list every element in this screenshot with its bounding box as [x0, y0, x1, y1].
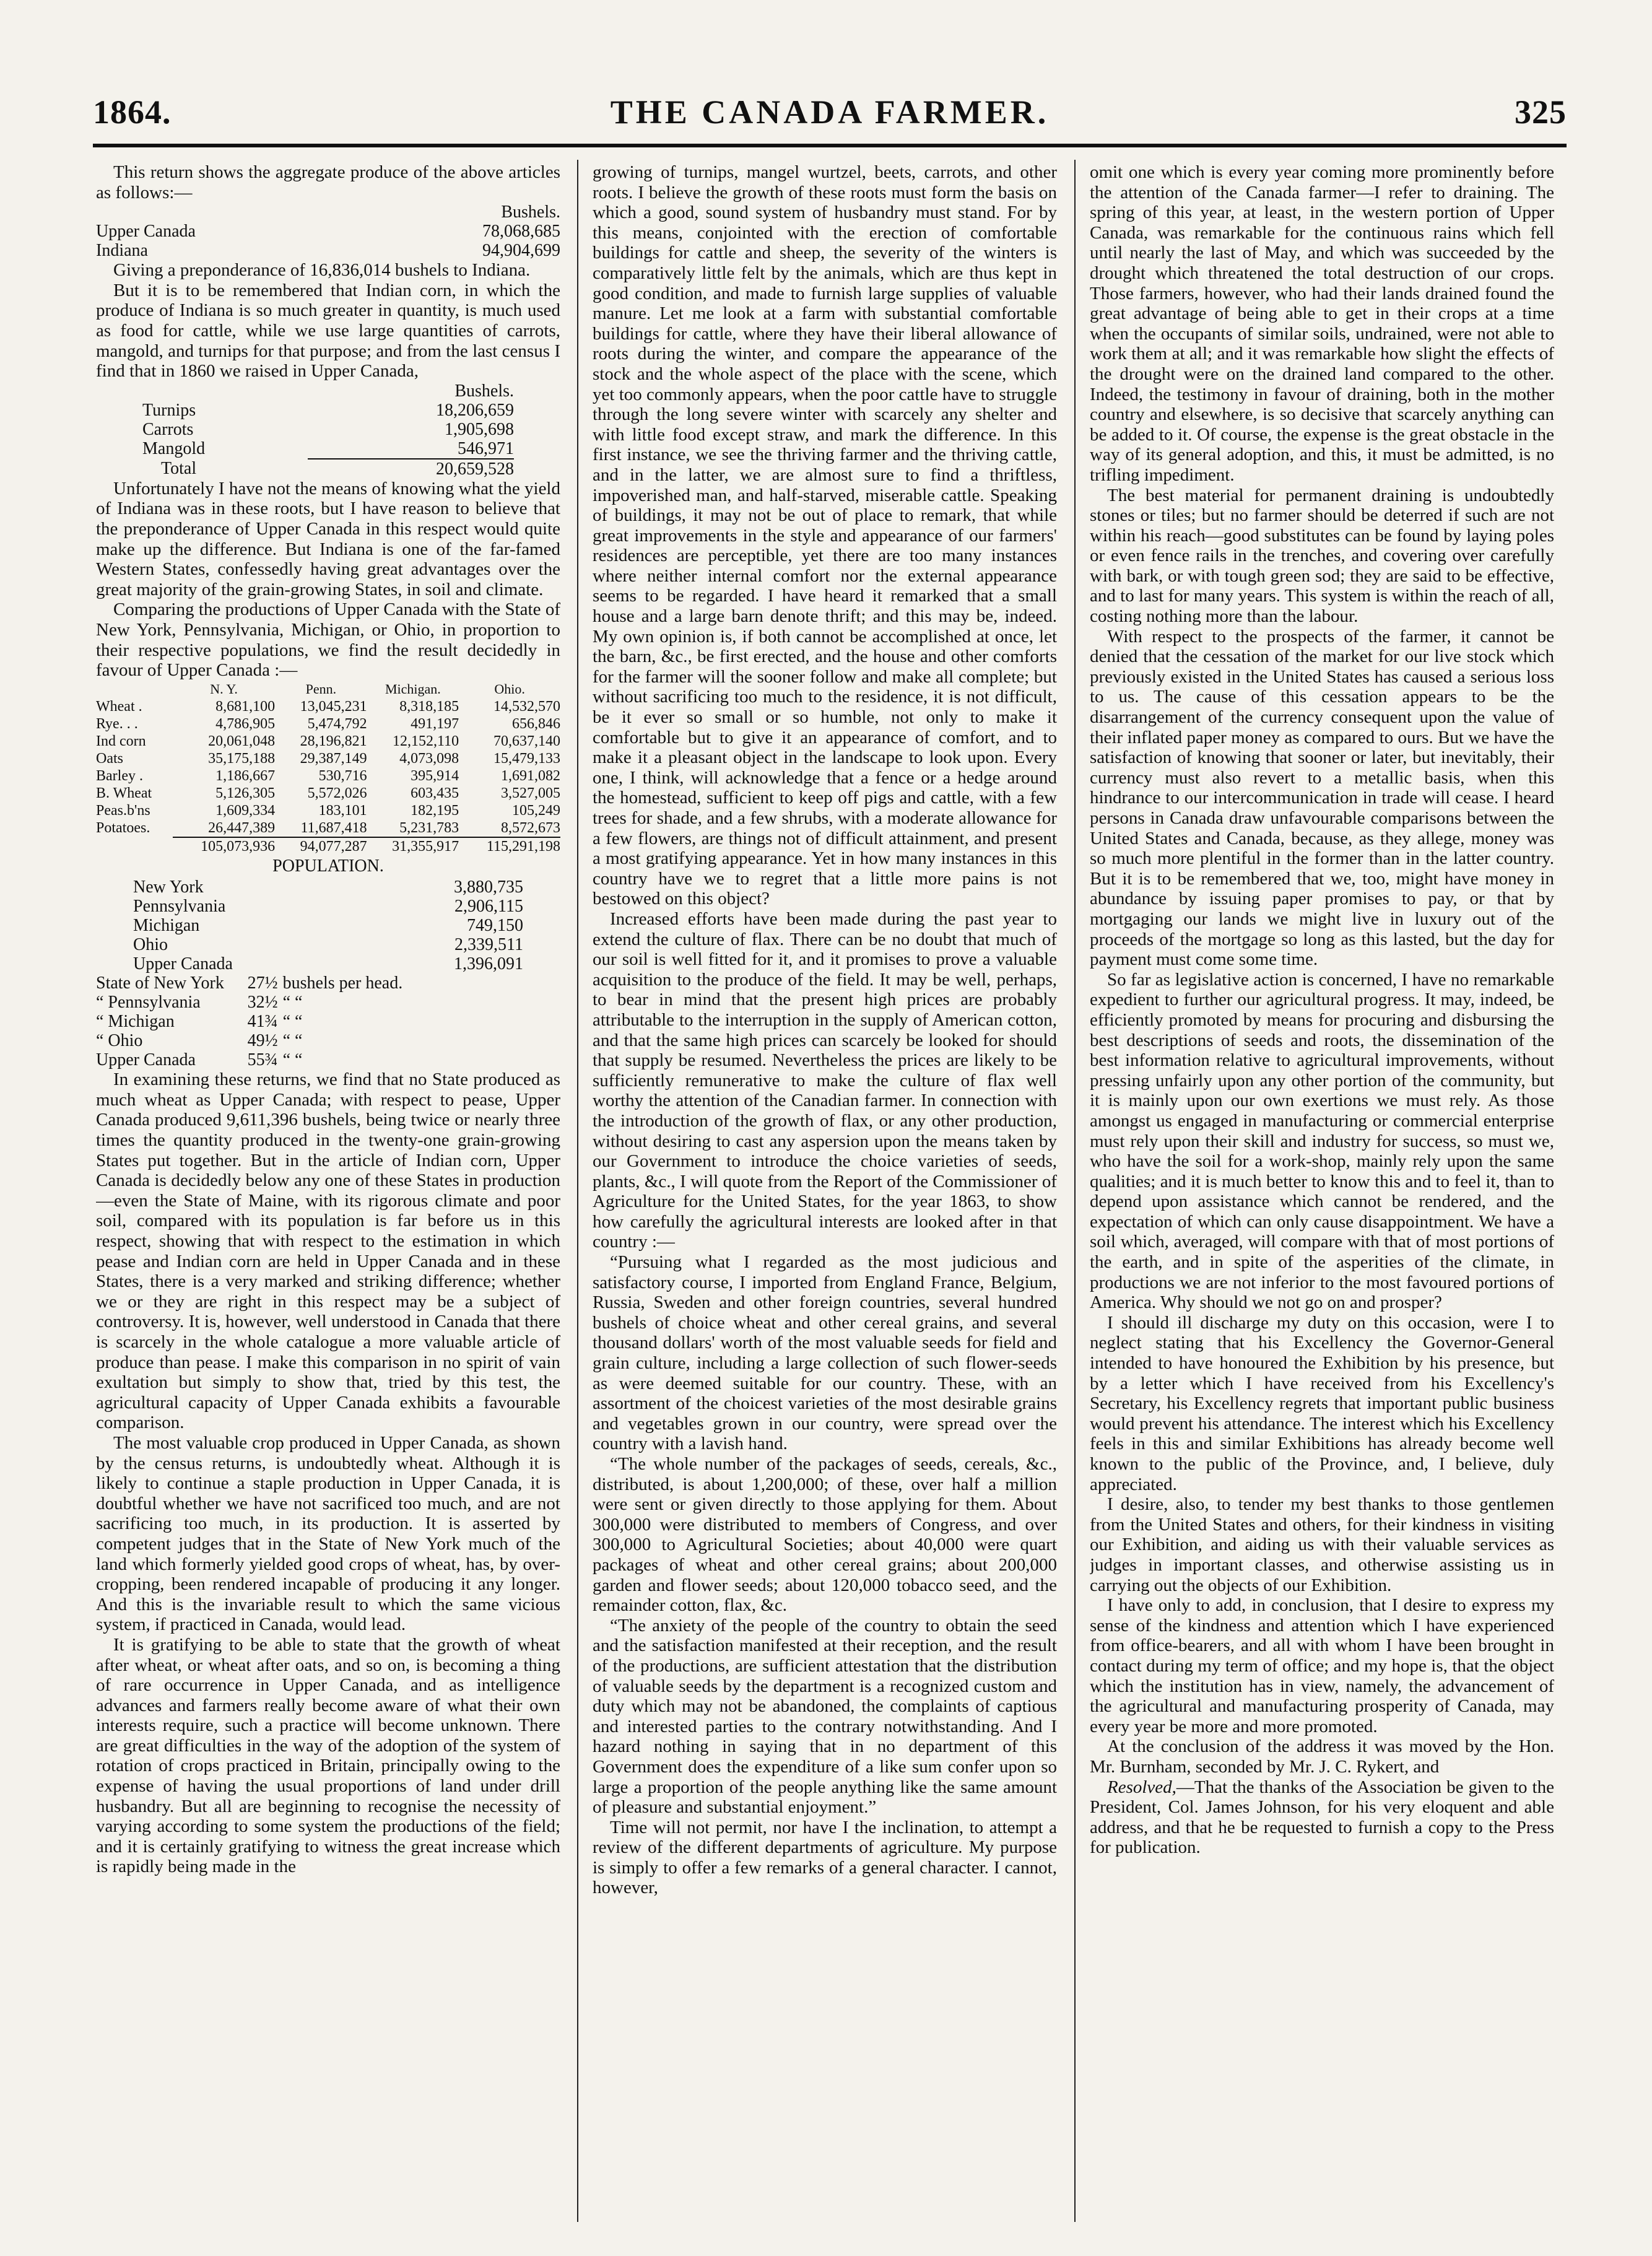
table-row: State of New York 27½ bushels per head. [96, 973, 403, 993]
per-head-table [96, 973, 421, 1069]
total-label: Total [161, 459, 197, 479]
table-row: Barley . 1,186,667 530,716 395,914 1,691,082 [96, 767, 560, 784]
paragraph: But it is to be remembered that Indian corn, in which the produce of Indiana is so much greater in quantity, is much used as food for cattle, while we use large quantities of carrots, mangold, and turnips for that purpose; and from the last census I find that in 1860 we raised in Upper Canada, [96, 280, 560, 381]
paragraph: Comparing the productions of Upper Canada with the State of New York, Pennsylvania, Michigan, or Ohio, in proportion to their respective populations, we find the result decidedly in favour of Upper Canada :— [96, 599, 560, 681]
column-1 [96, 162, 560, 2218]
col-header [96, 681, 173, 698]
table-row: Pennsylvania 2,906,115 [133, 897, 523, 917]
table-row: Potatoes. 26,447,389 11,687,418 5,231,783 8,572,673 [96, 819, 560, 837]
population-heading: POPULATION. [272, 856, 384, 876]
paragraph: At the conclusion of the address it was moved by the Hon. Mr. Burnham, seconded by Mr. J. C. Rykert, and [1090, 1736, 1554, 1777]
paragraph: Giving a preponderance of 16,836,014 bushels to Indiana. [113, 260, 531, 281]
row-value: 1,905,698 [445, 419, 514, 439]
table-row: B. Wheat 5,126,305 5,572,026 603,435 3,527,005 [96, 785, 560, 801]
paragraph: Unfortunately I have not the means of knowing what the yield of Indiana was in these roots, but I have reason to believe that the preponderance of Upper Canada in this respect would quite make up the difference. But Indiana is one of the far-famed Western States, confessedly having great advantages over the great majority of the grain-growing States, in soil and climate. [96, 478, 560, 599]
row-label: Upper Canada [96, 222, 196, 242]
col-header: Ohio. [494, 681, 525, 697]
header-year: 1864. [93, 94, 172, 131]
table-row: Rye. . . 4,786,905 5,474,792 491,197 656,846 [96, 715, 560, 732]
table-total-row: 105,073,936 94,077,287 31,355,917 115,291,198 [96, 837, 560, 855]
quote-paragraph: “Pursuing what I regarded as the most judicious and satisfactory course, I imported from England France, Belgium, Russia, Sweden and other foreign countries, several hundred bushels of choice wheat and other cereal grains, and several thousand dollars' worth of the most valuable seeds for field and grain culture, including a large collection of such flower-seeds as were deemed suitable for our country. These, with an assortment of the choicest varieties of the most desirable grains and vegetables grown in our country, were spread over the country with a lavish hand. [593, 1252, 1057, 1454]
paragraph: The most valuable crop produced in Upper Canada, as shown by the census returns, is undoubtedly wheat. Although it is likely to continue a staple production in Upper Canada, it is doubtful whether we have not sacrificed too much, and are not sacrificing too much, in its production. It is asserted by competent judges that in the State of New York much of the land which formerly yielded good crops of wheat, has, by over-cropping, been rendered incapable of producing it any longer. And this is the invariable result to which the same vicious system, if practiced in Canada, would lead. [96, 1432, 560, 1635]
paragraph: I desire, also, to tender my best thanks to those gentlemen from the United States and others, for their kindness in visiting our Exhibition, and aiding us with their valuable services as judges in important classes, and otherwise assisting us in carrying out the objects of our Exhibition. [1090, 1494, 1554, 1595]
table-row: Peas.b'ns 1,609,334 183,101 182,195 105,249 [96, 802, 560, 819]
column-rule [1074, 160, 1076, 2222]
column-rule [577, 160, 578, 2222]
row-label: Mangold [142, 439, 206, 459]
row-value: 18,206,659 [436, 400, 514, 420]
total-value: 20,659,528 [308, 459, 514, 479]
table-row: Ohio 2,339,511 [133, 935, 523, 955]
col-header: Penn. [305, 681, 337, 697]
resolved-label: Resolved, [1107, 1777, 1176, 1797]
table-row: New York 3,880,735 [133, 878, 523, 897]
paragraph: In examining these returns, we find that no State produced as much wheat as Upper Canada; with respect to pease, Upper Canada produced 9,611,396 bushels, being twice or nearly three times the quantity produced in the twenty-one grain-growing States put together. But in the article of Indian corn, Upper Canada is decidedly below any one of these States in production—even the State of Maine, with its rigorous climate and poor soil, compared with its population is far before us in this respect, showing that with respect to the estimation in which pease and Indian corn are held in Upper Canada and in these States, there is a very marked and striking difference; whether we or they are right in this respect may be a subject of controversy. It is, however, well understood in Canada that there is scarcely in the whole catalogue a more valuable article of produce than pease. I make this comparison in no spirit of vain exultation but simply to show that, tried by this test, the agricultural capacity of Upper Canada exhibits a favourable comparison. [96, 1069, 560, 1433]
table-row: Ind corn 20,061,048 28,196,821 12,152,110 70,637,140 [96, 733, 560, 749]
paragraph: So far as legislative action is concerned, I have no remarkable expedient to further our agricultural progress. It may, indeed, be efficiently promoted by means for procuring and disbursing the best descriptions of seeds and roots, the dissemination of the best information relative to agricultural improvements, without pressing unfairly upon any other portion of the community, but it is mainly upon our own exertions we must rely. As those amongst us engaged in manufacturing or commercial enterprise must rely upon their skill and industry for success, so must we, who have the soil for a work-shop, mainly rely upon the same qualities; and it is much better to know this and to feel it, than to depend upon assistance which cannot be rendered, and the expectation of which can only cause disappointment. We have a soil which, averaged, will compare with that of most portions of the earth, and in spite of the asperities of the climate, in productions we are not inferior to the most favoured portions of America. Why should we not go on and prosper? [1090, 969, 1554, 1313]
produce-summary-table [96, 203, 560, 260]
table-row: Upper Canada 1,396,091 [133, 954, 523, 974]
table-row: “ Ohio 49½ “ “ [96, 1031, 303, 1051]
resolution-paragraph [1090, 1777, 1554, 1858]
paragraph: I should ill discharge my duty on this occasion, were I to neglect stating that his Excellency the Governor-General intended to have honoured the Exhibition by his presence, but by a letter which I have received from his Excellency's Secretary, his Excellency regrets that important public business would prevent his attendance. The interest which his Excellency feels in this and similar Exhibitions has already become well known to the public of the Province, and, I believe, duly appreciated. [1090, 1312, 1554, 1494]
column-2 [593, 162, 1057, 2218]
col-header: N. Y. [210, 681, 238, 697]
page-header [93, 93, 1567, 136]
row-value: 78,068,685 [482, 222, 560, 242]
resolution-text: —That the thanks of the Association be given to the President, Col. James Johnson, for his very eloquent and able address, and that he be requested to furnish a copy to the Press for publication. [1090, 1777, 1554, 1858]
table-row: Oats 35,175,188 29,387,149 4,073,098 15,479,133 [96, 750, 560, 767]
paragraph: This return shows the aggregate produce of the above articles as follows:— [96, 162, 560, 203]
row-label: Turnips [142, 400, 196, 420]
unit-label: Bushels. [454, 381, 514, 401]
roots-table [142, 381, 514, 479]
table-row: Upper Canada 55¾ “ “ [96, 1050, 303, 1070]
table-row: “ Michigan 41¾ “ “ [96, 1012, 303, 1032]
state-comparison-table [96, 681, 560, 855]
paragraph: Time will not permit, nor have I the inclination, to attempt a review of the different departments of agriculture. My purpose is simply to offer a few remarks of a general character. I cannot, however, [593, 1817, 1057, 1898]
paragraph: With respect to the prospects of the farmer, it cannot be denied that the cessation of the market for our live stock which previously existed in the United States has caused a serious loss to us. The cause of this cessation appears to be the disarrangement of the currency consequent upon the value of their inflated paper money as compared to ours. But we have the satisfaction of knowing that sooner or later, but inevitably, their currency must also revert to a metallic basis, when this hindrance to our intercommunication in trade will cease. I heard persons in Canada draw unfavourable comparisons between the United States and Canada, because, as they allege, money was so much more plentiful in the former than in the latter country. But it is to be remembered that we, too, might have money in abundance by issuing paper promises to pay, or that by mortgaging our lands we might live in luxury out of the proceeds of the mortgage so long as this lasted, but the day for payment must come some time. [1090, 626, 1554, 970]
newspaper-title: THE CANADA FARMER. [610, 94, 1050, 131]
paragraph: I have only to add, in conclusion, that I desire to express my sense of the kindness and attention which I have experienced from office-bearers, and all with whom I have been brought in contact during my term of office; and my hope is, that the object which the institution has in view, namely, the advancement of the agricultural and manufacturing prosperity of Canada, may every year be more and more promoted. [1090, 1595, 1554, 1736]
paragraph: Increased efforts have been made during the past year to extend the culture of flax. There can be no doubt that much of our soil is well fitted for it, and it promises to prove a valuable acquisition to the produce of the field. It may be well, perhaps, to bear in mind that the present high prices are probably attributable to the interruption in the supply of American cotton, and that the same high prices can scarcely be looked for should that supply be resumed. Nevertheless the prices are likely to be sufficiently remunerative to make the culture of flax well worthy the attention of the Canadian farmer. In connection with the introduction of the growth of flax, or any other production, without desiring to cast any aspersion upon the means taken by our Government to introduce the choice varieties of seeds, plants, &c., I will quote from the Report of the Commissioner of Agriculture for the United States, for the year 1863, to show how carefully the agricultural interests are looked after in that country :— [593, 908, 1057, 1252]
row-label: Carrots [142, 419, 194, 439]
table-row: Wheat . 8,681,100 13,045,231 8,318,185 14,532,570 [96, 698, 560, 715]
row-label: Indiana [96, 241, 148, 261]
paragraph: The best material for permanent draining is undoubtedly stones or tiles; but no farmer should be deterred if such are not within his reach—good substitutes can be found by laying poles or even fence rails in the trenches, and covering over carefully with bark, or with tough green sod; they are said to be effective, and to last for many years. This system is within the reach of all, costing nothing more than the labour. [1090, 485, 1554, 627]
quote-paragraph: “The anxiety of the people of the country to obtain the seed and the satisfaction manifested at their reception, and the result of the productions, are sufficient attestation that the distribution of valuable seeds by the department is a recognized custom and duty which may not be abandoned, the complaints of captious and interested parties to the contrary notwithstanding. And I hazard nothing in saying that in no department of this Government does the expenditure of a like sum confer upon so large a proportion of the people anything like the same amount of pleasure and substantial enjoyment.” [593, 1615, 1057, 1818]
paragraph: omit one which is every year coming more prominently before the attention of the Canada farmer—I refer to draining. The spring of this year, at least, in the western portion of Upper Canada, was remarkable for the continuous rains which fell until nearly the last of May, and which was succeeded by the drought which threatened the total destruction of our crops. Those farmers, however, who had their lands drained found the great advantage of being able to get in their crops at a time when the occupants of similar soils, undrained, were not able to work them at all; and it was remarkable how slight the effects of the drought were on the drained land compared to the other. Indeed, the testimony in favour of draining, both in the mother country and elsewhere, is so decisive that scarcely anything can be added to it. Of course, the expense is the great obstacle in the way of its general adoption, and this, it must be admitted, is no trifling impediment. [1090, 162, 1554, 485]
column-3 [1090, 162, 1554, 2218]
paragraph: It is gratifying to be able to state that the growth of wheat after wheat, or wheat after oats, and so on, is becoming a thing of rare occurrence in Upper Canada, and as intelligence advances and farmers really become aware of what their own interests require, such a practice will become unknown. There are great difficulties in the way of the adoption of the system of rotation of crops practiced in Britain, principally owing to the expense of having the usual proportions of land under drill husbandry. But all are beginning to recognise the necessity of varying according to some system the productions of the field; and it is certainly gratifying to witness the great increase which is rapidly being made in the [96, 1634, 560, 1877]
row-value: 94,904,699 [482, 241, 560, 261]
header-rule [93, 144, 1567, 147]
row-value: 546,971 [458, 438, 514, 458]
paragraph: growing of turnips, mangel wurtzel, beets, carrots, and other roots. I believe the growth of these roots must form the basis on which a good, sound system of husbandry must stand. For by this means, conjointed with the erection of comfortable buildings for cattle and sheep, the severity of the winters is comparatively little felt by the animals, which are thus kept in good condition, and made to furnish large supplies of valuable manure. Let me look at a farm with substantial comfortable buildings for cattle, where they have their liberal allowance of roots during the winter, and compare the appearance of the stock and the whole aspect of the place with the scene, which yet too commonly appears, when the poor cattle have to struggle through the long severe winter with scarcely any shelter and with little food except straw, and mark the difference. In this first instance, we see the thriving farmer and the thriving cattle, and in the latter, we are almost sure to find a thriftless, impoverished man, and half-starved, miserable cattle. Speaking of buildings, it may not be out of place to remark, that while great improvements in the style and appearance of our farmers' residences are perceptible, yet there are too many instances where neither internal comfort nor the external appearance seems to be regarded. I have heard it remarked that a small house and a large barn denote thrift; and this may be, indeed. My own opinion is, if both cannot be accomplished at once, let the barn, &c., be first erected, and the house and other comforts for the farmer will the sooner follow and make all complete; but without sacrificing too much to the residence, it is not difficult, be it ever so small or so humble, not only to make it comfortable but to give it an appearance of comfort, and to make it a pleasant object in the landscape to look upon. Every one, I think, will acknowledge that a fence or a hedge around the homestead, sufficient to keep off pigs and cattle, with a few trees for shade, and a few shrubs, with a moderate allowance for a few flowers, are things not of difficult attainment, and present a most gratifying appearance. Yet in how many instances in this country have we to regret that a little more pains is not bestowed on this object? [593, 162, 1057, 909]
population-table [133, 878, 523, 973]
quote-paragraph: “The whole number of the packages of seeds, cereals, &c., distributed, is about 1,200,000; of these, over half a million were sent or given directly to those applying for them. About 300,000 were distributed to members of Congress, and over 300,000 to Agricultural Societies; about 40,000 were quart packages of wheat and other cereal grains; about 200,000 garden and flower seeds; about 120,000 tobacco seed, and the remainder cotton, flax, &c. [593, 1454, 1057, 1616]
table-row: “ Pennsylvania 32½ “ “ [96, 993, 303, 1013]
unit-label: Bushels. [501, 203, 560, 222]
table-row: Michigan 749,150 [133, 916, 523, 936]
page-number: 325 [1515, 94, 1567, 131]
col-header: Michigan. [385, 681, 441, 697]
